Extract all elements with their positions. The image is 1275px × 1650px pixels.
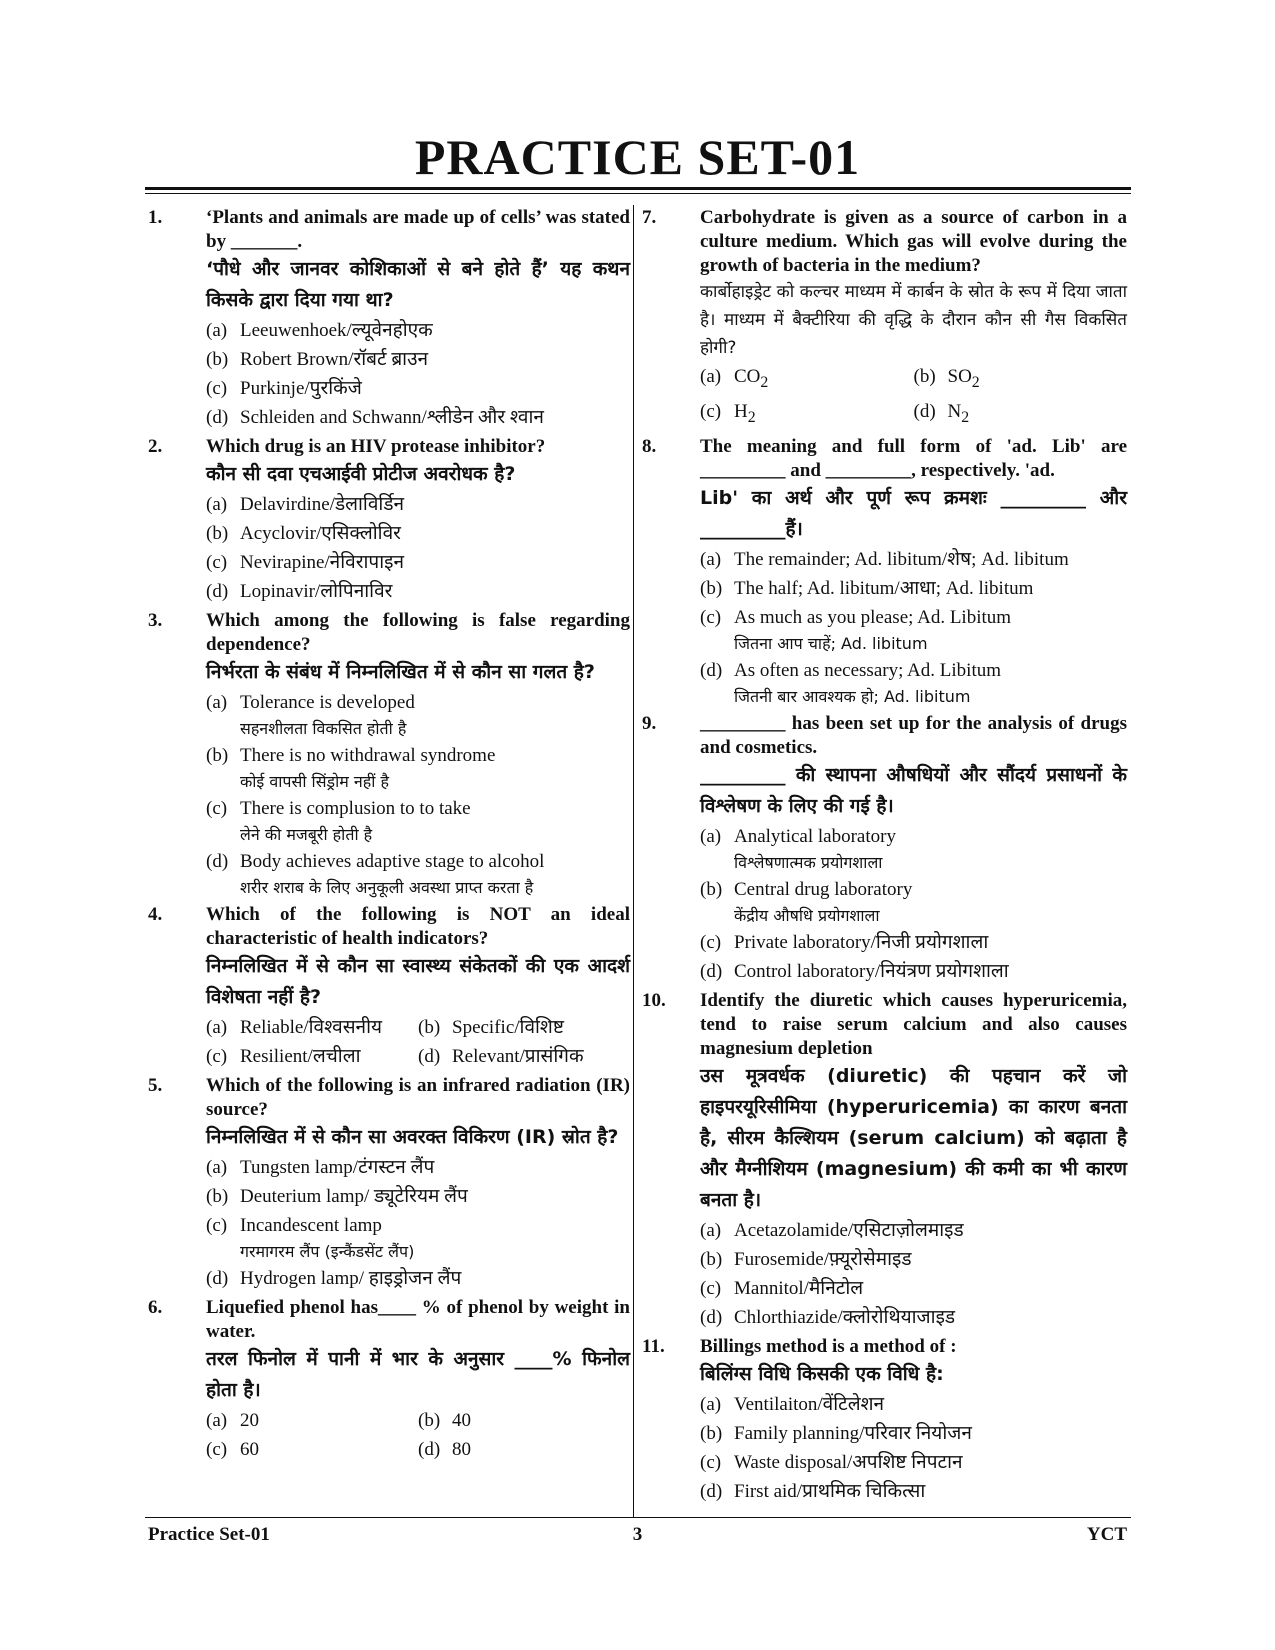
option-a: (a) Tungsten lamp/टंगस्टन लैंप <box>206 1157 435 1178</box>
option-d: (d) Body achieves adaptive stage to alcohol शरीर शराब के लिए अनुकूली अवस्था प्राप्त करता है <box>206 851 545 897</box>
option-b: (b) 40 <box>418 1410 471 1431</box>
question-text-en: Identify the diuretic which causes hyperuricemia, tend to raise serum calcium and also causes magnesium depletion <box>700 989 1127 1059</box>
option-c: (c) Purkinje/पुरकिंजे <box>206 378 362 399</box>
option-d: (d) First aid/प्राथमिक चिकित्सा <box>700 1480 926 1502</box>
option-b: (b) $SO_2$ <box>913 366 980 391</box>
option-c: (c) Resilient/लचीला <box>206 1046 361 1067</box>
option-d: (d) Chlorthiazide/क्लोरोथियाजाइड <box>700 1306 956 1328</box>
question-10 <box>642 989 1127 1332</box>
question-number: 8. <box>642 435 657 457</box>
question-text-hi: निम्नलिखित में से कौन सा स्वास्थ्य संकेतकों की एक आदर्श विशेषता नहीं है? <box>206 955 630 1008</box>
question-text-hi: निम्नलिखित में से कौन सा अवरक्त विकिरण (IR) स्रोत है? <box>206 1126 619 1148</box>
question-text-hi: कार्बोहाइड्रेट को कल्चर माध्यम में कार्बन के स्रोत के रूप में दिया जाता है। माध्यम में बैक्टीरिया की वृद्धि के दौरान कौन सी गैस विकसित होगी? <box>700 282 1127 358</box>
option-c: (c) Nevirapine/नेविरापाइन <box>206 552 404 573</box>
question-text-en: Which drug is an HIV protease inhibitor? <box>206 436 546 457</box>
page-title: PRACTICE SET-01 <box>414 129 861 185</box>
option-b: (b) Furosemide/फ़्यूरोसेमाइड <box>700 1248 912 1270</box>
question-5 <box>148 1074 630 1293</box>
option-d: (d) As often as necessary; Ad. Libitum जितनी बार आवश्यक हो; Ad. libitum <box>700 659 1002 706</box>
publisher-label: YCT <box>1086 1524 1127 1545</box>
question-number: 9. <box>642 712 657 734</box>
question-text-en: Which of the following is NOT an ideal characteristic of health indicators? <box>206 904 630 949</box>
option-b: (b) Deuterium lamp/ ड्यूटेरियम लैंप <box>206 1186 468 1207</box>
question-8 <box>642 435 1127 709</box>
question-4 <box>148 903 630 1071</box>
question-number: 2. <box>148 436 163 457</box>
question-1 <box>148 206 630 432</box>
question-text-en: ‘Plants and animals are made up of cells’ was stated by _______. <box>206 207 630 252</box>
right-column <box>642 206 1127 1509</box>
question-text-en: Carbohydrate is given as a source of carbon in a culture medium. Which gas will evolve during the growth of bacteria in the medium? <box>700 207 1127 276</box>
option-d: (d) Schleiden and Schwann/श्लीडेन और श्वान <box>206 407 544 428</box>
question-text-hi: _________ की स्थापना औषधियों और सौंदर्य प्रसाधनों के विश्लेषण के लिए की गई है। <box>700 763 1127 817</box>
option-a: (a) Analytical laboratory विश्लेषणात्मक प्रयोगशाला <box>700 825 896 872</box>
option-a: (a) Reliable/विश्वसनीय <box>206 1017 383 1038</box>
footer-rule <box>145 1517 1131 1518</box>
footer-set-label: Practice Set-01 <box>148 1524 270 1545</box>
question-6 <box>148 1296 630 1464</box>
question-number: 10. <box>642 989 666 1011</box>
question-text-en: _________ has been set up for the analysis of drugs and cosmetics. <box>700 712 1127 758</box>
option-b: (b) Family planning/परिवार नियोजन <box>700 1422 972 1444</box>
option-b: (b) There is no withdrawal syndrome कोई वापसी सिंड्रोम नहीं है <box>206 745 496 791</box>
question-text-hi: Lib' का अर्थ और पूर्ण रूप क्रमशः _________ और _________हैं। <box>700 486 1127 540</box>
option-b: (b) Acyclovir/एसिक्लोविर <box>206 523 401 544</box>
option-b: (b) The half; Ad. libitum/आधा; Ad. libitum <box>700 577 1034 599</box>
option-a: (a) Delavirdine/डेलाविर्डिन <box>206 494 405 515</box>
option-c: (c) 60 <box>206 1439 259 1460</box>
question-text-en: Which among the following is false regarding dependence? <box>206 610 630 655</box>
question-text-hi: उस मूत्रवर्धक (diuretic) की पहचान करें जो हाइपरयूरिसीमिया (hyperuricemia) का कारण बनता है, सीरम कैल्शियम (serum calcium) को बढ़ाता है और मैग्नीशियम (magnesium) की कमी का भी कारण बनता है। <box>700 1064 1127 1211</box>
option-d: (d) Hydrogen lamp/ हाइड्रोजन लैंप <box>206 1268 462 1289</box>
option-b: (b) Specific/विशिष्ट <box>418 1017 564 1038</box>
option-a: (a) $CO_2$ <box>700 366 769 391</box>
option-a: (a) Acetazolamide/एसिटाज़ोलमाइड <box>700 1219 964 1241</box>
option-c: (c) Mannitol/मैनिटोल <box>700 1277 864 1299</box>
question-number: 4. <box>148 904 163 925</box>
option-a: (a) The remainder; Ad. libitum/शेष; Ad. libitum <box>700 548 1069 570</box>
option-a: (a) Leeuwenhoek/ल्यूवेनहोएक <box>206 320 433 341</box>
page-number: 3 <box>632 1524 643 1545</box>
question-number: 3. <box>148 610 163 631</box>
question-text-hi: तरल फिनोल में पानी में भार के अनुसार ____% फिनोल होता है। <box>206 1348 630 1401</box>
option-c: (c) Private laboratory/निजी प्रयोगशाला <box>700 931 989 953</box>
question-number: 6. <box>148 1297 163 1318</box>
question-text-hi: कौन सी दवा एचआईवी प्रोटीज अवरोधक है? <box>206 463 516 485</box>
question-number: 11. <box>642 1335 665 1357</box>
question-text-en: The meaning and full form of 'ad. Lib' are _________ and _________, respectively. 'ad. <box>700 435 1127 481</box>
left-column <box>148 206 630 1467</box>
title-rule-thin <box>145 193 1131 194</box>
option-c: (c) As much as you please; Ad. Libitum जितना आप चाहें; Ad. libitum <box>700 606 1012 653</box>
question-text-en: Liquefied phenol has____ % of phenol by weight in water. <box>206 1297 630 1342</box>
question-number: 5. <box>148 1075 163 1096</box>
question-text-hi: निर्भरता के संबंध में निम्नलिखित में से कौन सा गलत है? <box>206 661 595 683</box>
question-text-hi: बिलिंग्स विधि किसकी एक विधि है: <box>700 1362 944 1385</box>
option-c: (c) $H_2$ <box>700 400 756 426</box>
question-number: 7. <box>642 207 657 228</box>
option-d: (d) $N_2$ <box>913 400 970 426</box>
option-d: (d) Lopinavir/लोपिनाविर <box>206 581 393 602</box>
question-text-en: Which of the following is an infrared radiation (IR) source? <box>206 1075 630 1120</box>
option-a: (a) Tolerance is developed सहनशीलता विकसित होती है <box>206 692 415 738</box>
option-a: (a) 20 <box>206 1410 259 1431</box>
option-b: (b) Robert Brown/रॉबर्ट ब्राउन <box>206 349 429 370</box>
option-d: (d) Relevant/प्रासंगिक <box>418 1046 584 1067</box>
question-text-hi: ‘पौधे और जानवर कोशिकाओं से बने होते हैं’ यह कथन किसके द्वारा दिया गया था? <box>206 258 630 311</box>
question-2 <box>148 435 630 606</box>
option-d: (d) 80 <box>418 1439 471 1460</box>
question-3 <box>148 609 630 900</box>
column-divider <box>633 205 634 1517</box>
question-11 <box>642 1335 1127 1506</box>
option-a: (a) Ventilaiton/वेंटिलेशन <box>700 1393 885 1415</box>
option-c: (c) There is complusion to to take लेने की मजबूरी होती है <box>206 798 471 844</box>
question-number: 1. <box>148 207 163 228</box>
title-rule-thick <box>145 187 1131 190</box>
question-9 <box>642 712 1127 986</box>
option-b: (b) Central drug laboratory केंद्रीय औषधि प्रयोगशाला <box>700 878 913 925</box>
option-c: (c) Waste disposal/अपशिष्ट निपटान <box>700 1451 963 1473</box>
option-c: (c) Incandescent lamp गरमागरम लैंप (इन्कैंडसेंट लैंप) <box>206 1215 415 1261</box>
question-7 <box>642 206 1127 432</box>
option-d: (d) Control laboratory/नियंत्रण प्रयोगशाला <box>700 960 1009 982</box>
question-text-en: Billings method is a method of : <box>700 1335 957 1357</box>
